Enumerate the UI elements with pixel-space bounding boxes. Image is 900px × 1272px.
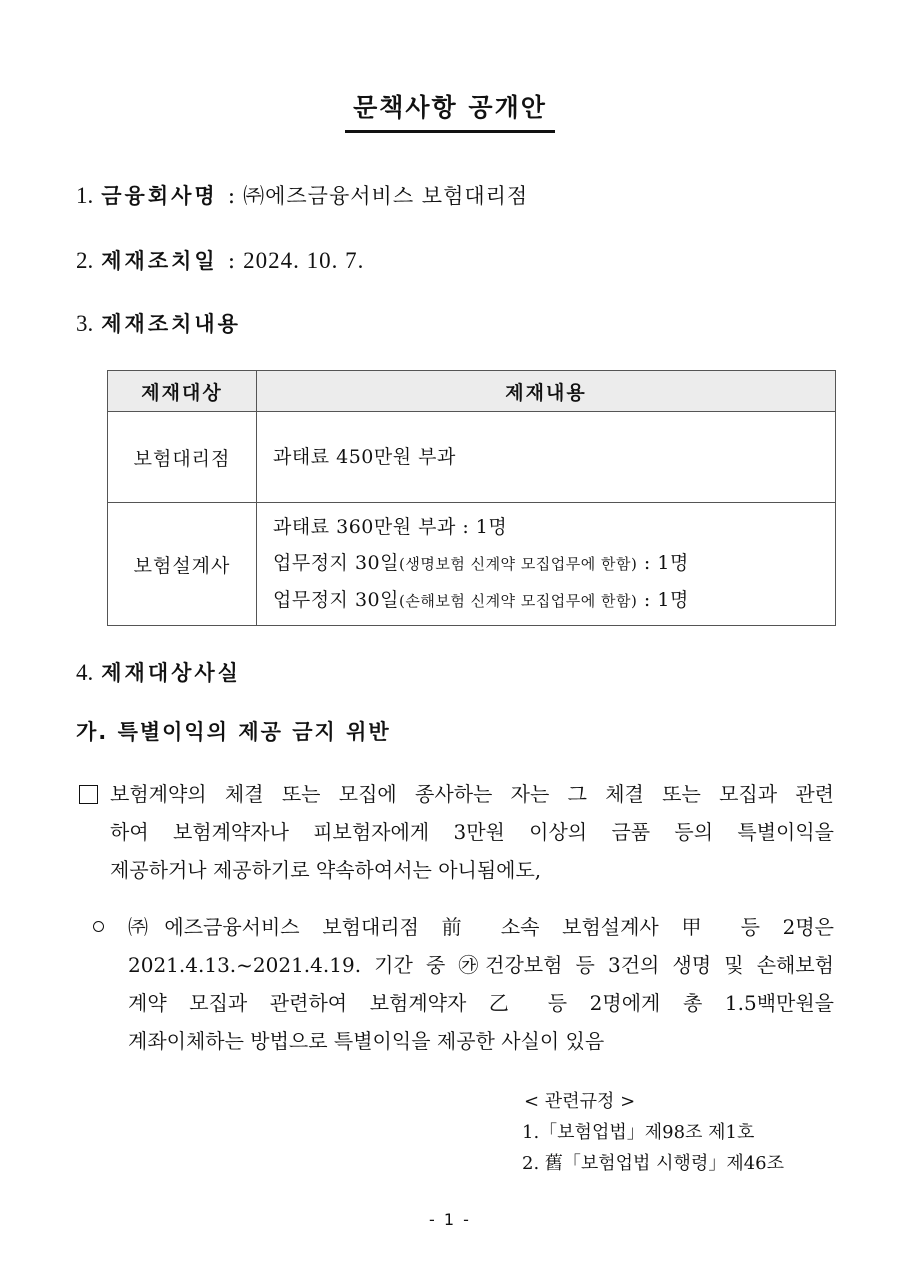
action-date: 2024. 10. 7. bbox=[243, 248, 365, 273]
cell-content bbox=[257, 503, 836, 626]
header-target: 제재대상 bbox=[108, 371, 257, 412]
content-line bbox=[273, 582, 834, 619]
content-line bbox=[273, 545, 834, 582]
table-row bbox=[108, 503, 836, 626]
cell-content bbox=[257, 412, 836, 503]
page-title-wrap bbox=[0, 88, 900, 133]
subheading: 가. 특별이익의 제공 금지 위반 bbox=[76, 720, 391, 744]
institution-name: ㈜에즈금융서비스 보험대리점 bbox=[243, 184, 529, 208]
content-main: 과태료 450만원 부과 bbox=[273, 446, 456, 468]
item-separator: : bbox=[227, 184, 236, 209]
paragraph-fact bbox=[128, 908, 834, 1060]
content-line bbox=[273, 439, 834, 475]
page-number: - 1 - bbox=[429, 1210, 471, 1229]
content-tail: : 1명 bbox=[637, 552, 689, 574]
paragraph-line: ㈜에즈금융서비스 보험대리점 前 소속 보험설계사 甲 등 2명은 bbox=[128, 915, 834, 939]
related-rules bbox=[522, 1086, 784, 1179]
item-number: 3. bbox=[76, 311, 94, 336]
content-line bbox=[273, 509, 834, 545]
content-note: (손해보험 신계약 모집업무에 한함) bbox=[399, 592, 638, 610]
item-facts bbox=[76, 657, 241, 687]
item-label: 제재대상사실 bbox=[101, 661, 241, 685]
item-label: 제재조치일 bbox=[101, 249, 218, 273]
sanction-table bbox=[107, 370, 836, 626]
item-action-date bbox=[76, 245, 364, 275]
content-note: (생명보험 신계약 모집업무에 한함) bbox=[399, 555, 638, 573]
rule-item: 2. 舊「보험업법 시행령」제46조 bbox=[522, 1153, 785, 1174]
item-number: 2. bbox=[76, 248, 94, 273]
cell-target: 보험대리점 bbox=[108, 412, 257, 503]
item-separator: : bbox=[227, 249, 236, 274]
paragraph-line: 하여 보험계약자나 피보험자에게 3만원 이상의 금품 등의 특별이익을 bbox=[110, 820, 834, 844]
item-label: 금융회사명 bbox=[101, 184, 218, 208]
content-main: 업무정지 30일 bbox=[273, 589, 399, 611]
paragraph-line: 2021.4.13.~2021.4.19. 기간 중 ㉮건강보험 등 3건의 생명 및 손해보험 bbox=[128, 953, 834, 977]
paragraph-line: 보험계약의 체결 또는 모집에 종사하는 자는 그 체결 또는 모집과 관련 bbox=[110, 782, 834, 806]
header-content: 제재내용 bbox=[257, 371, 836, 412]
content-tail: : 1명 bbox=[637, 589, 689, 611]
item-label: 제재조치내용 bbox=[101, 312, 241, 336]
content-main: 과태료 360만원 부과 : 1명 bbox=[273, 516, 508, 538]
item-number: 4. bbox=[76, 660, 94, 685]
cell-target: 보험설계사 bbox=[108, 503, 257, 626]
checkbox-bullet-icon bbox=[79, 785, 98, 804]
rule-item: 1.「보험업법」제98조 제1호 bbox=[522, 1122, 755, 1143]
page-title: 문책사항 공개안 bbox=[345, 88, 555, 133]
circle-bullet-icon bbox=[93, 921, 104, 932]
table-header-row bbox=[108, 371, 836, 412]
paragraph-rule bbox=[110, 775, 834, 889]
table-row bbox=[108, 412, 836, 503]
paragraph-line: 제공하거나 제공하기로 약속하여서는 아니됨에도, bbox=[110, 858, 542, 882]
rules-title: < 관련규정 > bbox=[524, 1091, 636, 1112]
paragraph-line: 계약 모집과 관련하여 보험계약자 乙 등 2명에게 총 1.5백만원을 bbox=[128, 991, 834, 1015]
content-main: 업무정지 30일 bbox=[273, 552, 399, 574]
paragraph-line: 계좌이체하는 방법으로 특별이익을 제공한 사실이 있음 bbox=[128, 1029, 605, 1053]
item-number: 1. bbox=[76, 183, 94, 208]
item-institution bbox=[76, 180, 528, 210]
item-action-content bbox=[76, 308, 241, 338]
